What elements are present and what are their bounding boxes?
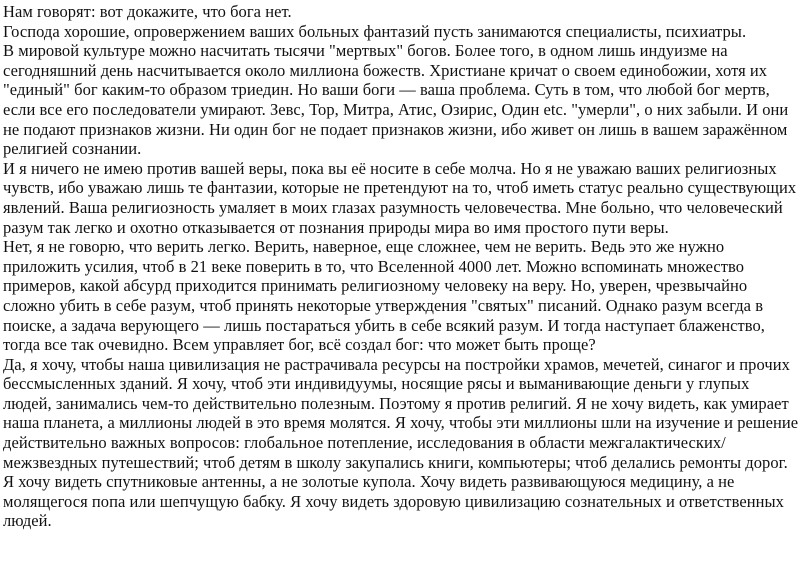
paragraph-psychiatrists: Господа хорошие, опровержением ваших больных фантазий пусть занимаются специалисты, психиатры. [3, 21, 747, 41]
paragraph-dead-gods: В мировой культуре можно насчитать тысячи "мертвых" богов. Более того, в одном лишь индуизме на сегодняшний день насчитывается около миллиона божеств. Христиане кричат о своем единобожии, хотя их "единый" бог каким-то образом триедин. Но ваши боги — ваша проблема. Суть в том, что любой бог мертв, если все его последователи умирают. Зевс, Тор, Митра, Атис, Озирис, Один etc. "умерли", о них забыли. И они не подают признаков жизни. Ни один бог не подает признаков жизни, ибо живет он лишь в вашем заражённом религией сознании. [3, 41, 789, 159]
paragraph-believing: Нет, я не говорю, что верить легко. Верить, наверное, еще сложнее, чем не верить. Ведь это же нужно приложить усилия, чтоб в 21 веке поверить в то, что Вселенной 4000 лет. Можно вспоминать множество примеров, какой абсурд приходится принимать религиозному человеку на веру. Но, уверен, чрезвычайно сложно убить в себе разум, чтоб принять некоторые утверждения "святых" писаний. Однако разум всегда в поиске, а задача верующего — лишь постараться убить в себе всякий разум. И тогда наступает блаженство, тогда все так очевидно. Всем управляет бог, всё создал бог: что может быть проще? [3, 237, 765, 355]
paragraph-religious-feelings: И я ничего не имею против вашей веры, пока вы её носите в себе молча. Но я не уважаю ваших религиозных чувств, ибо уважаю лишь те фантазии, которые не претендуют на то, чтоб иметь статус реально существующих явлений. Ваша религиозность умаляет в моих глазах разумность человечества. Мне больно, что человеческий разум так легко и охотно отказывается от познания природы мира во имя простого пути веры. [3, 158, 797, 237]
paragraph-civilization: Да, я хочу, чтобы наша цивилизация не растрачивала ресурсы на постройки храмов, мечетей, синагог и прочих бессмысленных зданий. Я хочу, чтоб эти индивидуумы, носящие рясы и выманивающие деньги у глупых людей, занимались чем-то действительно полезным. Поэтому я против религий. Я не хочу видеть, как умирает наша планета, а миллионы людей в это время молятся. Я хочу, чтобы эти миллионы шли на изучение и решение действительно важных вопросов: глобальное потепление, исследования в области межгалактических/межзвездных путешествий; чтоб детям в школу закупались книги, компьютеры; чтоб делались ремонты дорог. Я хочу видеть спутниковые антенны, а не золотые купола. Хочу видеть развивающуюся медицину, а не молящегося попа или шепчущую бабку. Я хочу видеть здоровую цивилизацию сознательных и ответственных людей. [3, 354, 799, 531]
paragraph-intro: Нам говорят: вот докажите, что бога нет. [3, 2, 292, 21]
